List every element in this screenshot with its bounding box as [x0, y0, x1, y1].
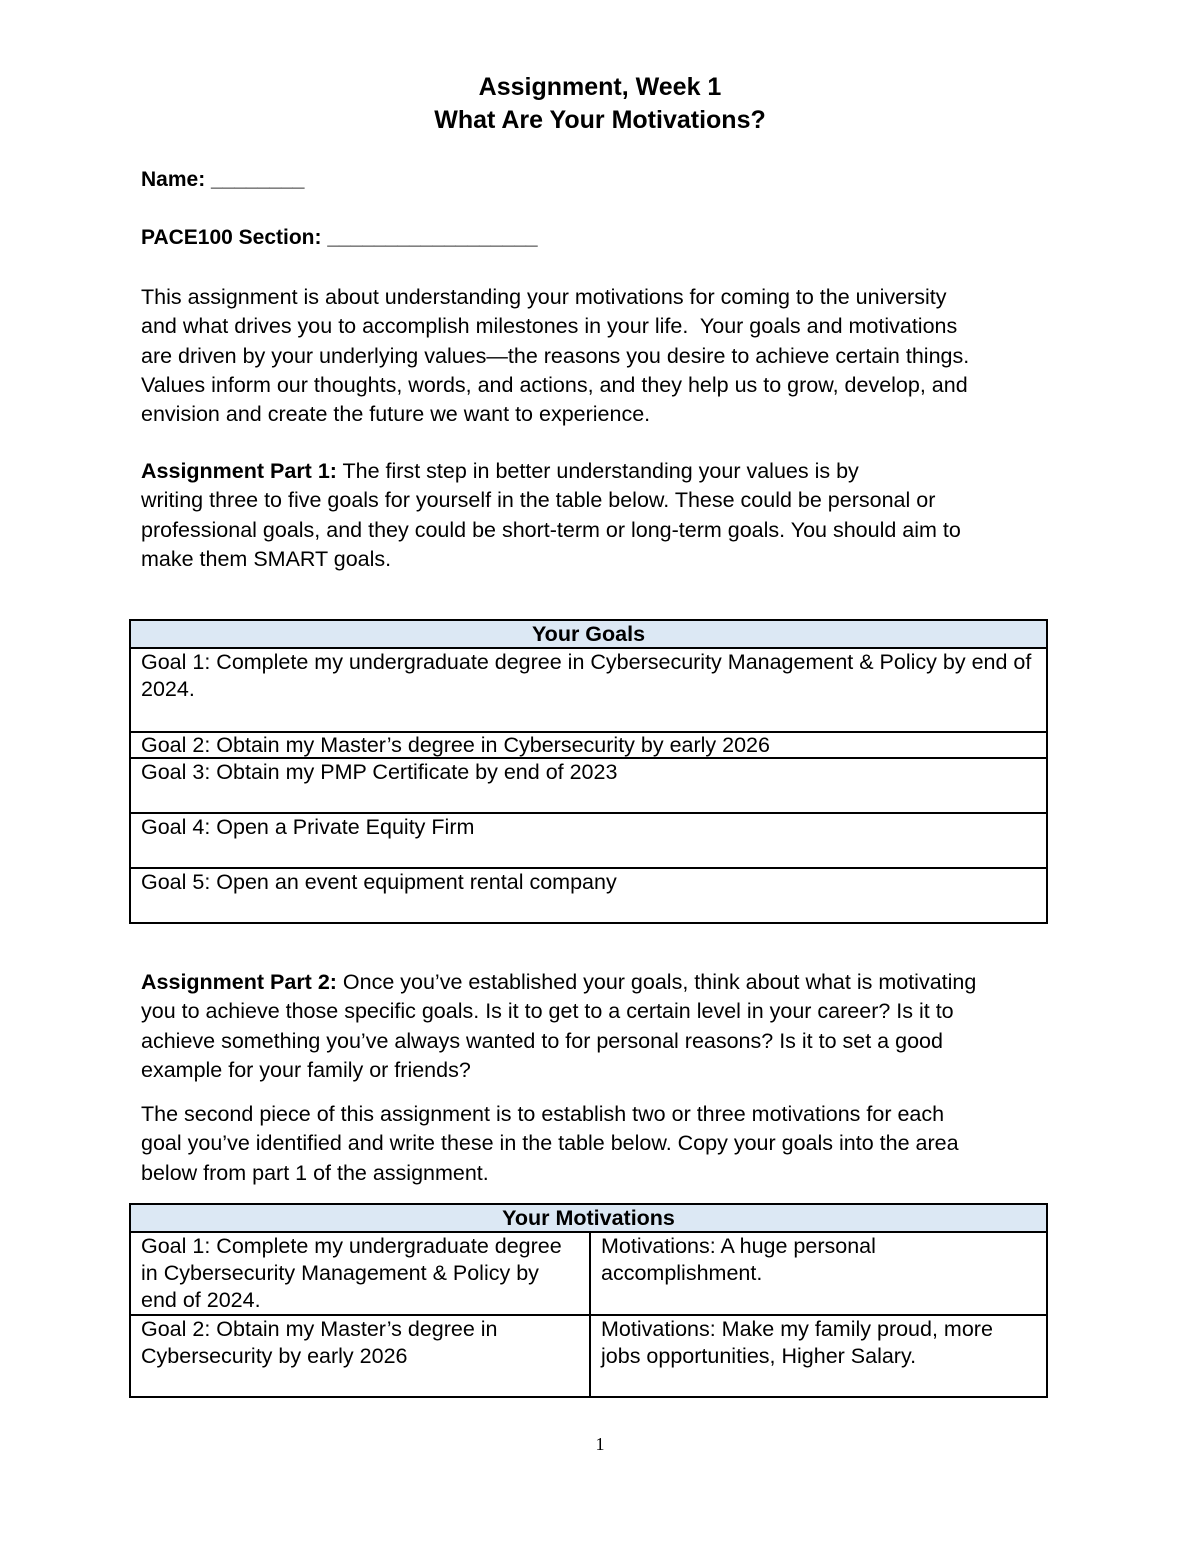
goal-cell-1[interactable]: Goal 1: Complete my undergraduate degree in Cybersecurity Management & Policy by end of 2024. — [130, 648, 1047, 732]
section-field: PACE100 Section: __________________ — [141, 226, 538, 249]
motivations-table — [129, 1203, 1048, 1398]
part1-paragraph — [141, 457, 1071, 574]
part2-line: you to achieve those specific goals. Is it to get to a certain level in your career? Is it to — [141, 999, 954, 1024]
goals-table — [129, 619, 1048, 924]
motivation-cell-1[interactable]: Motivations: A huge personal accomplishment. — [590, 1232, 1047, 1315]
goal-cell-2[interactable]: Goal 2: Obtain my Master’s degree in Cybersecurity by early 2026 — [130, 732, 1047, 758]
part1-line: professional goals, and they could be short-term or long-term goals. You should aim to — [141, 517, 961, 542]
part1-label: Assignment Part 1: — [141, 459, 337, 483]
page-number: 1 — [595, 1434, 605, 1454]
intro-line: are driven by your underlying values—the reasons you desire to achieve certain things. — [141, 343, 970, 368]
motivation-cell-2[interactable]: Motivations: Make my family proud, more jobs opportunities, Higher Salary. — [590, 1315, 1047, 1397]
motivation-goal-cell-2[interactable]: Goal 2: Obtain my Master’s degree in Cybersecurity by early 2026 — [130, 1315, 590, 1397]
goal-cell-5[interactable]: Goal 5: Open an event equipment rental company — [130, 868, 1047, 923]
page-subtitle: What Are Your Motivations? — [434, 106, 766, 134]
goals-table-header: Your Goals — [130, 620, 1047, 648]
name-field: Name: ________ — [141, 168, 305, 191]
part2-first-text: Once you’ve established your goals, think about what is motivating — [336, 970, 977, 994]
page-title: Assignment, Week 1 — [478, 73, 722, 101]
second-piece-line: below from part 1 of the assignment. — [141, 1160, 489, 1185]
part2-paragraph — [141, 968, 1071, 1085]
part2-first-line — [141, 968, 1071, 997]
part2-line: achieve something you’ve always wanted to for personal reasons? Is it to set a good — [141, 1028, 943, 1053]
intro-line: This assignment is about understanding your motivations for coming to the university — [141, 285, 947, 309]
second-piece-line: The second piece of this assignment is to establish two or three motivations for each — [141, 1102, 945, 1126]
motivation-goal-cell-1[interactable]: Goal 1: Complete my undergraduate degree in Cybersecurity Management & Policy by end of 2024. — [130, 1232, 590, 1315]
intro-line: Values inform our thoughts, words, and actions, and they help us to grow, develop, and — [141, 372, 968, 397]
intro-paragraph — [141, 283, 1071, 429]
intro-line: envision and create the future we want to experience. — [141, 402, 651, 427]
part1-line: make them SMART goals. — [141, 546, 392, 571]
part2-label: Assignment Part 2: — [141, 970, 337, 994]
second-piece-line: goal you’ve identified and write these in the table below. Copy your goals into the area — [141, 1131, 959, 1156]
part2-line: example for your family or friends? — [141, 1057, 471, 1082]
goal-cell-3[interactable]: Goal 3: Obtain my PMP Certificate by end of 2023 — [130, 758, 1047, 813]
intro-line: and what drives you to accomplish milestones in your life. Your goals and motivations — [141, 314, 958, 339]
part1-line: writing three to five goals for yourself in the table below. These could be personal or — [141, 488, 936, 513]
motivations-table-header: Your Motivations — [130, 1204, 1047, 1232]
goal-cell-4[interactable]: Goal 4: Open a Private Equity Firm — [130, 813, 1047, 868]
part1-first-line — [141, 457, 1071, 486]
second-piece-paragraph — [141, 1100, 1071, 1188]
part1-first-text: The first step in better understanding your values is by — [336, 459, 859, 483]
